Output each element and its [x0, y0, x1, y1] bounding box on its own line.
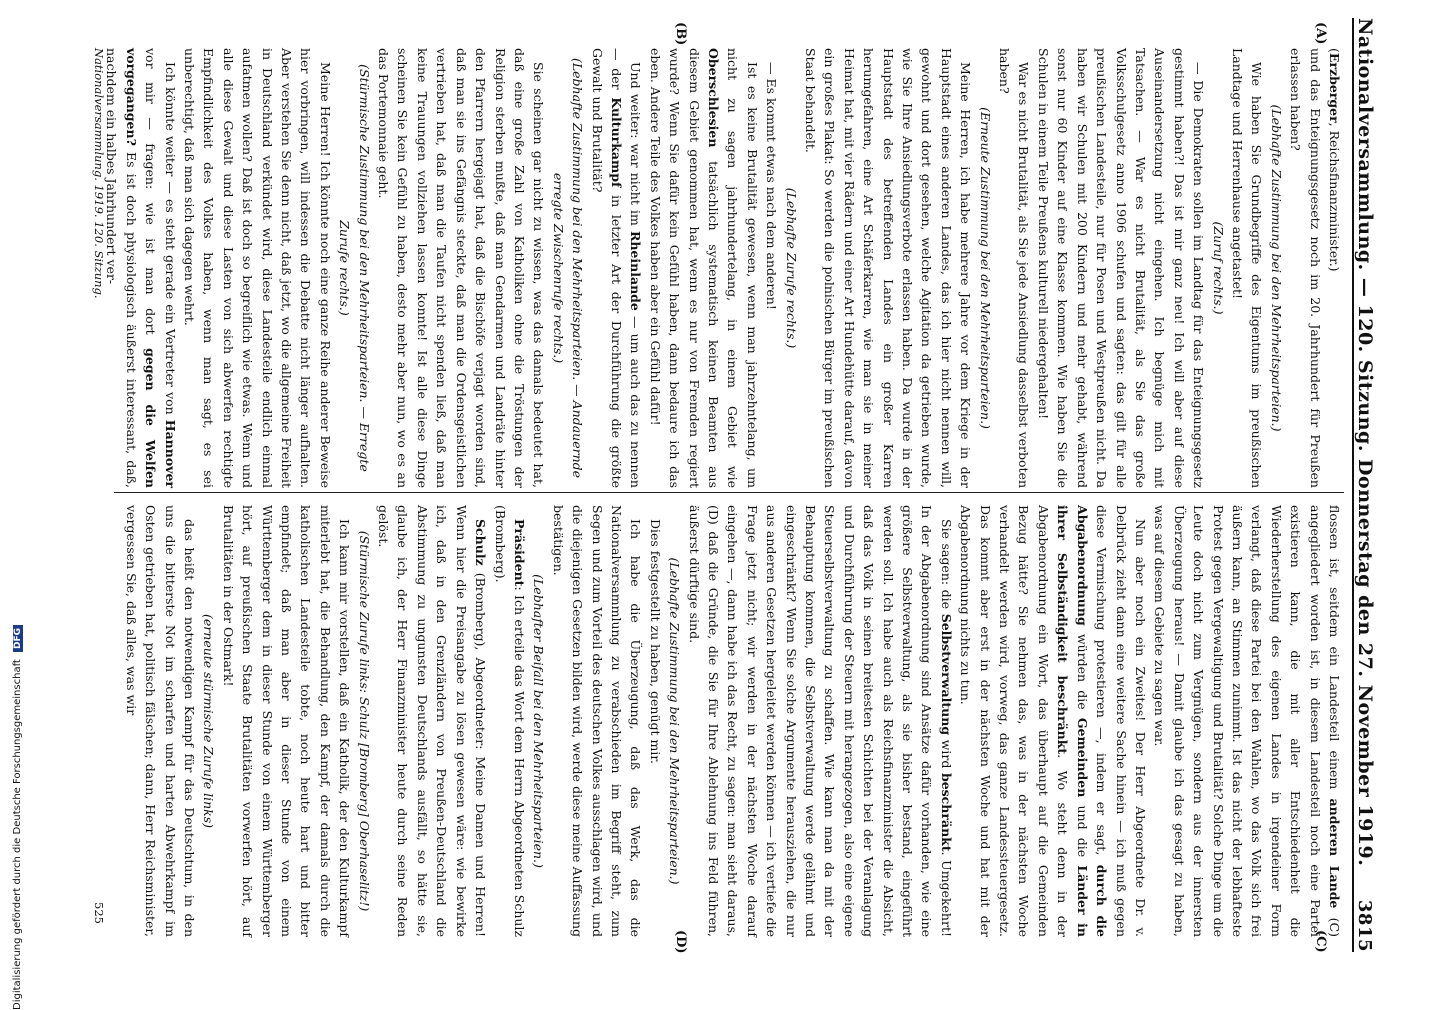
margin-mark-b: (B)	[673, 22, 688, 46]
left-column-paragraph: Ich könnte weiter — es steht gerade ein Vertreter von Hannover vor mir — fragen: wie ist man dort gegen die Welfen vorgegangen? Es ist doch physiologisch äußerst interessant, daß, nachdem ein halbes Jahrhundert ver-	[104, 48, 178, 488]
left-column-paragraph: (Lebhafte Zurufe rechts.)	[783, 187, 799, 349]
left-column-paragraph: War es nicht Brutalität, als Sie jede Ansiedlung dasselbst verboten haben?	[997, 48, 1032, 488]
right-column-paragraph: Präsident: Ich erteile das Wort dem Herrn Abgeordneten Schulz (Bromberg).	[492, 505, 527, 937]
right-column-paragraph: (erneute stürmische Zurufe links)	[201, 614, 217, 828]
right-column-paragraph: (Lebhafter Beifall bei den Mehrheitsparteien.)	[531, 574, 547, 868]
right-column-paragraph: (Lebhafte Zustimmung bei den Mehrheitsparteien.)	[667, 557, 683, 885]
right-column-paragraph: (Stürmische Zurufe links: Schulz [Bromberg] Oberhaselitz!)	[356, 530, 372, 912]
left-column-paragraph: Meine Herren! Ich könnte noch eine ganze Reihe anderer Beweise hier vorbringen, will indessen die Debatte nicht länger aufhalten. Aber verstehen Sie denn nicht, daß jetzt, wo die allgemeine Freiheit in Deutschland verkündet wird, diese Landesteile endlich einmal aufatmen wollen? Daß ist doch so begreiflich wie etwas. Wenn und alle diese Gewalt und diese Lasten von sich abwerfen rechtigte Empfindlichkeit des Volkes haben, wenn man sagt, es sei unberechtigt, daß man sich dagegen wehrt.	[182, 48, 333, 488]
left-column-paragraph: — Die Demokraten sollen im Landtag für das Enteignungsgesetz gestimmt haben?! Das ist mir ganz neu! Ich will aber auf diese Auseinandersetzung nicht eingehen. Ich begnüge mich mit Tatsachen. — War es nicht Brutalität, als Sie das große Volksschulgesetz anno 1906 schufen und sagten: das gilt für alle preußischen Landesteile, nur für Posen und Westpreußen nicht. Da haben wir Schulen mit 200 Kindern und mehr gehabt, während sonst nur 60 Kinder auf eine Klasse kommen. Wie haben Sie die Schulen in einem Teile Preußens kulturell niedergehalten!	[1035, 48, 1207, 488]
left-column-paragraph: (Erneute Zustimmung bei den Mehrheitsparteien.)	[977, 107, 993, 429]
page-number: 3815	[1354, 899, 1375, 952]
left-column	[104, 48, 1344, 488]
right-column-paragraph: Ich kann mir vorstellen, daß ein Katholik, der den Kulturkampf miterlebt hat, die Behandlung, den Kampf, der damals durch die katholischen Landesteile tobte, noch heute hart und bitter empfindet; daß man aber in dieser Stunde von einem Württemberger dem in dieser Stunde von einem Württemberger hört, auf preußischen Staate Brutalitäten vorwerfen hört, auf Brutalitäten in der Ostmark!	[220, 505, 353, 937]
left-column-paragraph: (Erzberger, Reichsfinanzminister.)	[1327, 48, 1342, 272]
left-column-paragraph: — Es kommt etwas nach dem anderen!	[764, 62, 780, 310]
margin-mark-d: (D)	[673, 930, 688, 954]
left-column-paragraph: (Zuruf rechts.)	[1210, 221, 1226, 315]
footer-session: Nationalversammlung. 1919. 120. Sitzung.	[92, 48, 106, 299]
page-header	[1352, 18, 1388, 952]
right-column	[114, 492, 1344, 937]
attribution-text: Digitalisierung gefördert durch die Deutsche Forschungsgemeinschaft	[12, 659, 23, 1010]
left-column-paragraph: Ist es keine Brutalität gewesen, wenn man jahrzehntelang, um nicht zu sagen jahrhundertelang, in einem Gebiet wie Oberschlesien tatsächlich systematisch keinen Beamten aus diesem Gebiet genommen hat, wenn es nur von Fremden regiert wurde? Wenn Sie dafür kein Gefühl haben, dann bedaure ich das eben. Andere Teile des Volkes haben aber ein Gefühl dafür!	[647, 48, 760, 488]
page-footer	[92, 48, 106, 924]
right-column-paragraph: flossen ist, seitdem ein Landesteil einem anderen Lande (C) angegliedert worden ist, in diesem Landesteil noch eine Partei existieren kann, die mit aller Entschiedenheit die Wiederherstellung des eigenen Landes in irgendeiner Form verlangt, daß diese Partei bei den Wahlen, wo das Volk sich frei äußern kann, an Stimmen zunimmt. Ist das nicht der lebhafteste Protest gegen Vergewaltigung und Brutalität? Solche Dinge um die Leute doch nicht zum Vergnügen, sondern aus der innersten Überzeugung heraus! — Damit glaube ich das gesagt zu haben, was auf diesem Gebiete zu sagen war.	[1152, 505, 1342, 937]
left-column-paragraph: (Lebhafte Zustimmung bei den Mehrheitsparteien.)	[1268, 104, 1284, 432]
right-column-paragraph: Ich habe die Überzeugung, daß das Werk, das die Nationalversammlung zu verabschieden im Begriff steht, zum Segen und zum Vorteil des deutschen Volkes ausschlagen wird, und die diejenigen Gesetzen bilden wird, werde diese meine Auffassung bestätigen.	[550, 505, 644, 937]
margin-mark-a: (A)	[1313, 22, 1328, 45]
right-column-paragraph: Nun aber noch ein Zweites! Der Herr Abgeordnete Dr. v. Delbrück zieht dann eine weitere Sache hinein — ich muß gegen diese Vermischung protestieren —, indem er sagt, durch die Abgabenordnung würden die Gemeinden und die Länder in ihrer Selbständigkeit beschränkt. Wo steht denn in der Abgabenordnung ein Wort, das überhaupt auf die Gemeinden Bezug hätte? Sie nehmen das, was in der nächsten Woche verhandelt werden wird, vorweg, das ganze Landessteuergesetz. Das kommt aber erst in der nächsten Woche und hat mit der Abgabenordnung nichts zu tun.	[958, 505, 1148, 937]
right-column-paragraph: Sie sagen: die Selbstverwaltung wird beschränkt. Umgekehrt! In der Abgabenordnung sind Ansätze dafür vorhanden, wie eine größere Selbstverwaltung, als sie bisher bestand, eingeführt werden soll. Ich habe auch als Reichsfinanzminister die Absicht, daß das Volk in seinen breitesten Schichten bei der Veranlagung und Durchführung der Steuern mit herangezogen, also eine eigene Steuerselbstverwaltung zu schaffen. Wie kann man da mit der Behauptung kommen, die Selbstverwaltung werde gelähmt und eingeschränkt? Wenn Sie solche Argumente herausziehen, die nur aus anderen Gesetzen hergeleitet werden können — ich vertiefe die Frage jetzt nicht; wir werden in der nächsten Woche darauf eingehen —, dann habe ich das Recht, zu sagen: man sieht daraus, (D) daß die Gründe, die Sie für Ihre Ablehnung ins Feld führen, äußerst dürftige sind.	[686, 505, 954, 937]
footer-page-number: 525	[92, 902, 106, 924]
left-column-paragraph: Sie scheinen gar nicht zu wissen, was das damals bedeutet hat, daß eine große Zahl von Katholiken ohne die Tröstungen der Religion sterben mußte, daß man Gendarmen und Landräte hinter den Pfarrern hergejagt hat, daß die Bischöfe verjagt worden sind, daß man sie ins Gefängnis steckte, daß man die Ordensgeistlichen vertrieben hat, daß man die Taufen nicht spenden ließ, daß man keine Trauungen vollziehen lassen konnte! Ist alle diese Dinge scheinen Sie kein Gefühl zu haben, desto mehr aber nun, wo es an das Portemonnaie geht.	[376, 48, 547, 488]
left-column-paragraph: Und weiter: war nicht im Rheinlande — um auch das zu nennen — der Kulturkampf in letzter Art der Durchführung die größte Gewalt und Brutalität?	[589, 48, 644, 488]
page-frame	[48, 18, 1388, 952]
dfg-logo: DFG	[13, 625, 23, 652]
right-column-paragraph: Dies festgestellt zu haben, genügt mir.	[647, 519, 663, 764]
right-column-paragraph: Schulz (Bromberg), Abgeordneter: Meine Damen und Herren! Wenn hier die Preisangabe zu lösen gewesen wäre: wie bewirke ich, daß in den Grenzländern von Preußen-Deutschland die Abstimmung zu ungunsten Deutschlands ausfällt, so hätte sie, glaube ich, der Herr Finanzminister heute durch seine Reden gelöst.	[376, 505, 489, 937]
margin-mark-c: (C)	[1313, 930, 1328, 953]
header-title: Nationalversammlung. — 120. Sitzung. Donnerstag den 27. November 1919.	[1354, 18, 1376, 867]
right-column-paragraph: das heißt den notwendigen Kampf für das Deutschtum, in den uns die bitterste Not im scharfen und harten Abwehrkampf im Osten getrieben hat, politisch fälschen; dann, Herr Reichsminister, vergessen Sie, daß alles, was wir	[123, 505, 198, 937]
left-column-paragraph: und das Enteignungsgesetz noch im 20. Jahrhundert für Preußen erlassen haben?	[1288, 48, 1323, 488]
left-column-paragraph: Wie haben Sie Grundbegriffe des Eigentums im preußischen Landtage und Herrenhause angetastet!	[1229, 48, 1265, 488]
left-column-paragraph: (Stürmische Zustimmung bei den Mehrheitsparteien. — Erregte Zurufe rechts.)	[337, 64, 372, 472]
left-column-paragraph: Meine Herren, ich habe mehrere Jahre vor dem Kriege in der Hauptstadt eines anderen Landes, das ich hier nicht nennen will, gewohnt und dort gesehen, welche Agitation da getrieben wurde, wie Sie Ihre Ansiedlungsverbote erlassen haben. Da wurde in der Hauptstadt des betreffenden Landes ein großer Karren herumgefahren, eine Art Schäferkarren, wie man sie in meiner Heimat hat, mit vier Rädern und einer Art Hundehütte darauf, davon ein großes Plakat: So werden die polnischen Bürger im preußischen Staat behandelt.	[803, 48, 974, 488]
left-column-paragraph: (Lebhafte Zustimmung bei den Mehrheitsparteien. — Andauernde erregte Zwischenrufe rechts.)	[550, 57, 586, 479]
